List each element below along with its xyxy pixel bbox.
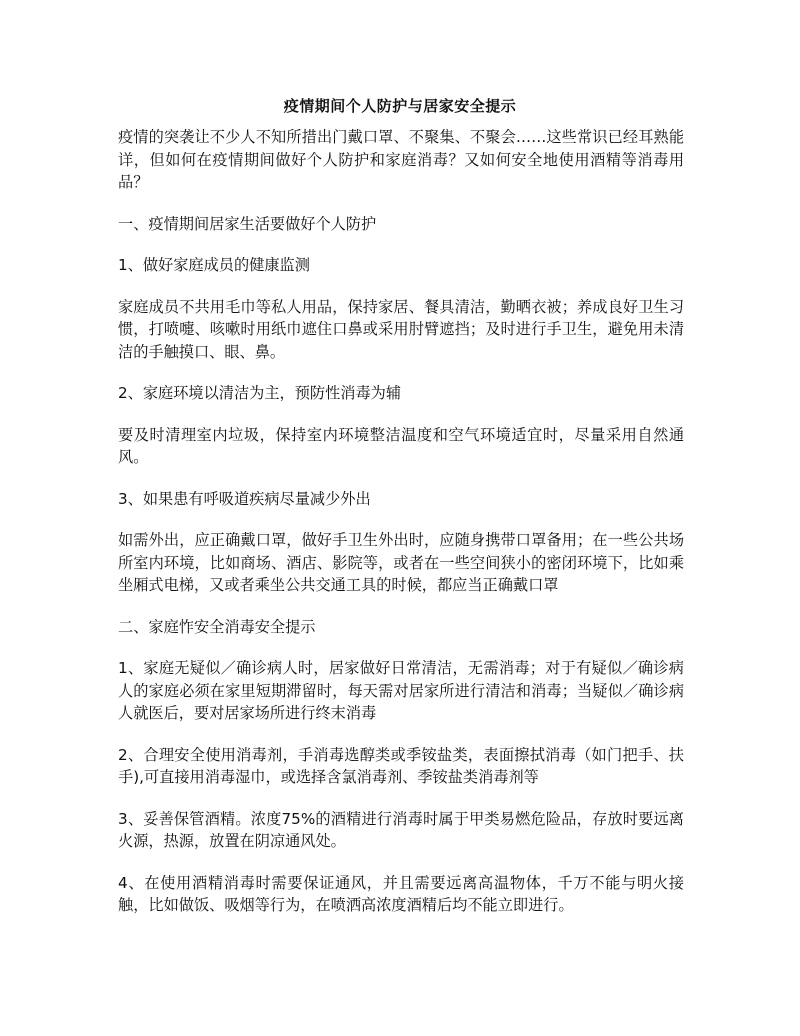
document-body <box>118 126 684 936</box>
body-paragraph: 家庭成员不共用毛巾等私人用品，保持家居、餐具清洁，勤晒衣被；养成良好卫生习惯，打喷嚏、咳嗽时用纸巾遮住口鼻或采用肘臂遮挡；及时进行手卫生，避免用未清洁的手触摸口、眼、鼻。 <box>118 297 684 361</box>
subheading-1-1: 1、做好家庭成员的健康监测 <box>118 256 310 274</box>
list-item: 1、家庭无疑似／确诊病人时，居家做好日常清洁，无需消毒；对于有疑似／确诊病人的家庭必须在家里短期滞留时，每天需对居家所进行清洁和消毒；当疑似／确诊病人就医后，要对居家场所进行终末消毒 <box>118 659 684 722</box>
intro-paragraph: 疫情的突袭让不少人不知所措出门戴口罩、不聚集、不聚会……这些常识已经耳熟能详，但如何在疫情期间做好个人防护和家庭消毒？又如何安全地使用酒精等消毒用品？ <box>118 128 684 191</box>
section-heading-2: 二、家庭怍安全消毒安全提示 <box>118 617 316 636</box>
list-item: 3、妥善保管酒精。浓度75%的酒精进行消毒时属于甲类易燃危险品，存放时要远离火源，热源，放置在阴凉通风处。 <box>118 809 684 850</box>
list-item: 4、在使用酒精消毒时需要保证通风，并且需要远离高温物体，千万不能与明火接触，比如做饭、吸烟等行为，在喷洒高浓度酒精后均不能立即进行。 <box>118 873 684 914</box>
body-paragraph: 如需外出，应正确戴口罩，做好手卫生外出时，应随身携带口罩备用；在一些公共场所室内环境，比如商场、酒店、影院等，或者在一些空间狭小的密闭环境下，比如乘坐厢式电梯，又或者乘坐公共交通工具的时候，都应当正确戴口罩 <box>118 531 684 594</box>
subheading-1-3: 3、如果患有呼吸道疾病尽量减少外出 <box>118 489 371 508</box>
list-item: 2、合理安全使用消毒剂，手消毒选醇类或季铵盐类，表面擦拭消毒（如门把手、扶手),可直接用消毒湿巾，或选择含氯消毒剂、季铵盐类消毒剂等 <box>118 745 684 786</box>
document-title: 疫情期间个人防护与居家安全提示 <box>283 97 517 115</box>
body-paragraph: 要及时清理室内垃圾，保持室内环境整洁温度和空气环境适宜时，尽量采用自然通风。 <box>118 425 684 466</box>
section-heading-1: 一、疫情期间居家生活要做好个人防护 <box>118 214 377 233</box>
subheading-1-2: 2、家庭环境以清洁为主，预防性消毒为辅 <box>118 384 402 402</box>
